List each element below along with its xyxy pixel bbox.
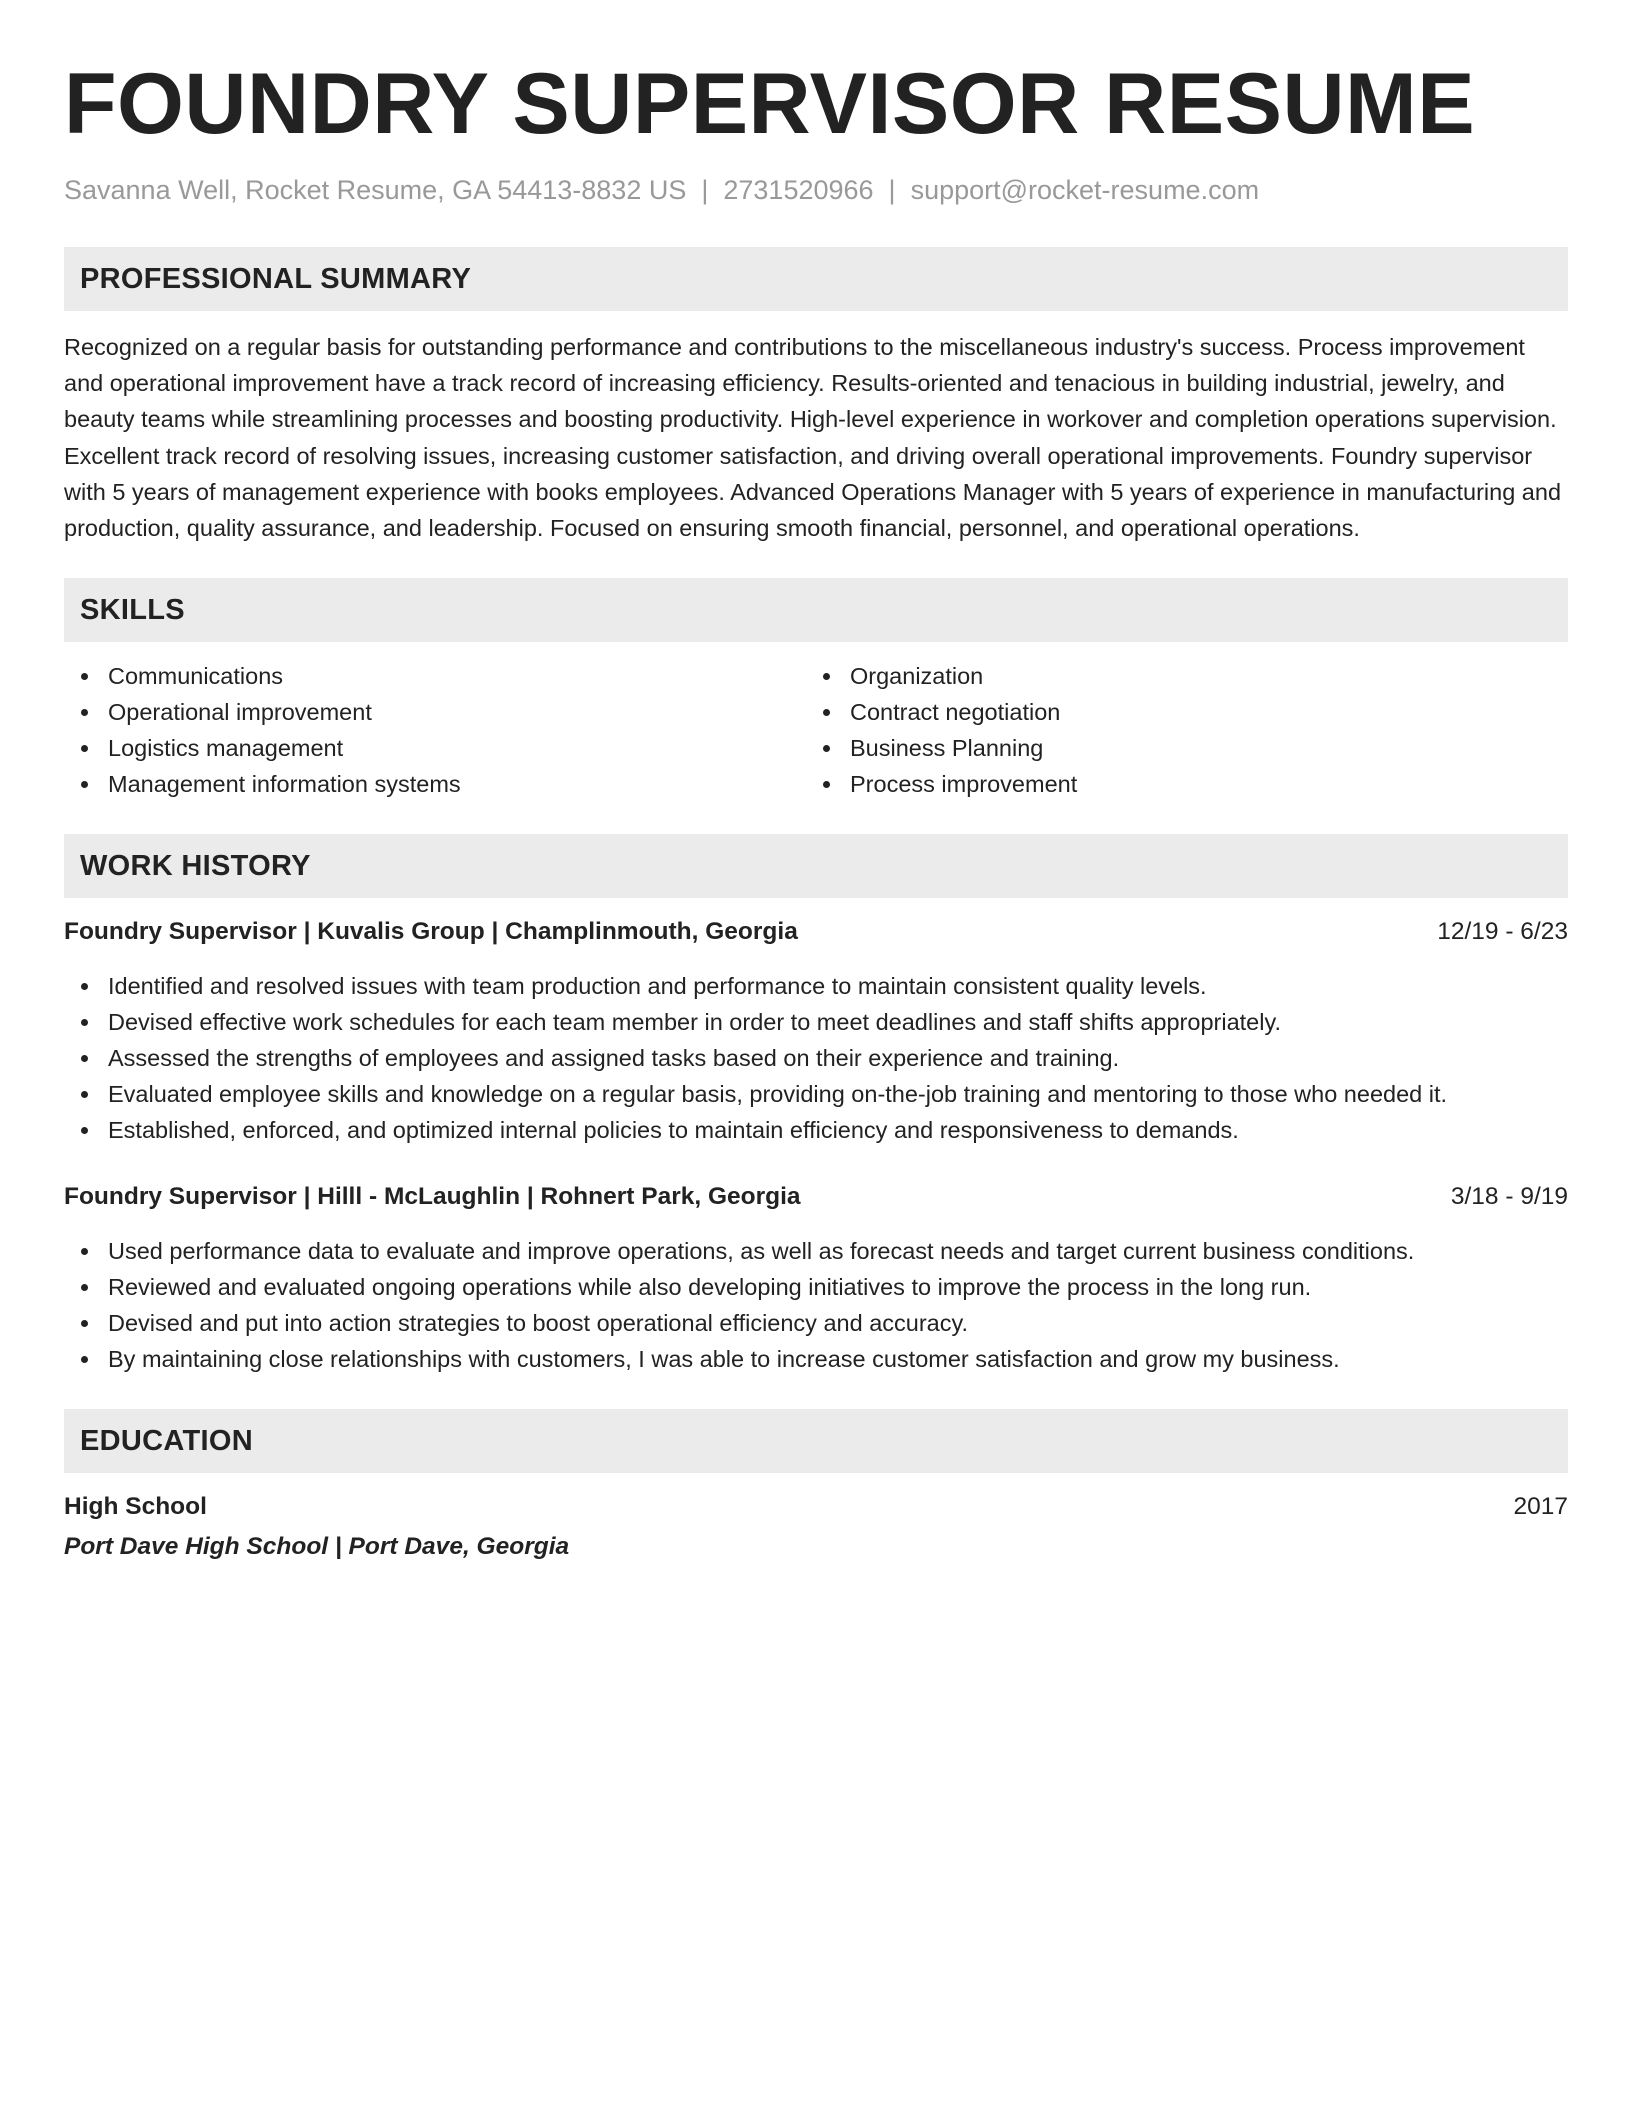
skill-item: Logistics management bbox=[64, 730, 806, 766]
skill-item: Contract negotiation bbox=[806, 694, 1548, 730]
skills-list bbox=[64, 658, 1568, 802]
skills-column-right bbox=[806, 658, 1548, 802]
summary-text: Recognized on a regular basis for outstanding performance and contributions to the miscellaneous industry's success. Process improvement and operational improvement have a track record of increasing efficiency. Results-oriented and tenacious in building industrial, jewelry, and beauty teams while streamlining processes and boosting productivity. High-level experience in workover and completion operations supervision. Excellent track record of resolving issues, increasing customer satisfaction, and driving overall operational improvements. Foundry supervisor with 5 years of management experience with books employees. Advanced Operations Manager with 5 years of experience in manufacturing and production, quality assurance, and leadership. Focused on ensuring smooth financial, personnel, and operational operations. bbox=[64, 334, 1562, 542]
section-heading-skills: SKILLS bbox=[64, 578, 1568, 642]
section-heading-summary: PROFESSIONAL SUMMARY bbox=[64, 247, 1568, 311]
job-bullet: Used performance data to evaluate and improve operations, as well as forecast needs and target current business conditions. bbox=[64, 1233, 1568, 1269]
contact-address: Savanna Well, Rocket Resume, GA 54413-8832 US bbox=[64, 175, 687, 205]
job-dates: 3/18 - 9/19 bbox=[1450, 1183, 1568, 1211]
job-entry bbox=[64, 914, 1568, 1148]
education-degree: High School bbox=[64, 1493, 207, 1521]
job-bullet: Evaluated employee skills and knowledge on a regular basis, providing on-the-job training and mentoring to those who needed it. bbox=[64, 1076, 1568, 1112]
job-title: Foundry Supervisor | Hilll - McLaughlin | Rohnert Park, Georgia bbox=[64, 1183, 801, 1211]
contact-email[interactable]: support@rocket-resume.com bbox=[910, 175, 1260, 205]
contact-line bbox=[64, 172, 1568, 208]
skills-column-left bbox=[64, 658, 806, 802]
job-dates: 12/19 - 6/23 bbox=[1437, 918, 1568, 946]
job-header bbox=[64, 914, 1568, 950]
contact-phone: 2731520966 bbox=[723, 175, 874, 205]
skill-item: Process improvement bbox=[806, 766, 1548, 802]
skill-item: Operational improvement bbox=[64, 694, 806, 730]
contact-separator: | bbox=[701, 175, 709, 205]
education-entry bbox=[64, 1489, 1568, 1565]
job-title: Foundry Supervisor | Kuvalis Group | Champlinmouth, Georgia bbox=[64, 918, 798, 946]
skill-item: Organization bbox=[806, 658, 1548, 694]
job-bullet: Identified and resolved issues with team production and performance to maintain consistent quality levels. bbox=[64, 968, 1568, 1004]
section-heading-work-history: WORK HISTORY bbox=[64, 834, 1568, 898]
education-year: 2017 bbox=[1513, 1493, 1568, 1521]
education-header bbox=[64, 1489, 1568, 1525]
section-heading-education: EDUCATION bbox=[64, 1409, 1568, 1473]
skill-item: Business Planning bbox=[806, 730, 1548, 766]
job-bullets bbox=[64, 1233, 1568, 1377]
job-bullets bbox=[64, 968, 1568, 1148]
skill-item: Communications bbox=[64, 658, 806, 694]
job-bullet: By maintaining close relationships with customers, I was able to increase customer satisfaction and grow my business. bbox=[64, 1341, 1568, 1377]
job-bullet: Assessed the strengths of employees and assigned tasks based on their experience and training. bbox=[64, 1040, 1568, 1076]
job-header bbox=[64, 1179, 1568, 1215]
job-bullet: Reviewed and evaluated ongoing operations while also developing initiatives to improve the process in the long run. bbox=[64, 1269, 1568, 1305]
education-school: Port Dave High School | Port Dave, Georgia bbox=[64, 1533, 570, 1561]
job-bullet: Devised effective work schedules for each team member in order to meet deadlines and staff shifts appropriately. bbox=[64, 1004, 1568, 1040]
job-bullet: Devised and put into action strategies to boost operational efficiency and accuracy. bbox=[64, 1305, 1568, 1341]
resume-title: FOUNDRY SUPERVISOR RESUME bbox=[64, 56, 1476, 152]
job-bullet: Established, enforced, and optimized internal policies to maintain efficiency and responsiveness to demands. bbox=[64, 1112, 1568, 1148]
skill-item: Management information systems bbox=[64, 766, 806, 802]
contact-separator: | bbox=[888, 175, 896, 205]
job-entry bbox=[64, 1179, 1568, 1377]
